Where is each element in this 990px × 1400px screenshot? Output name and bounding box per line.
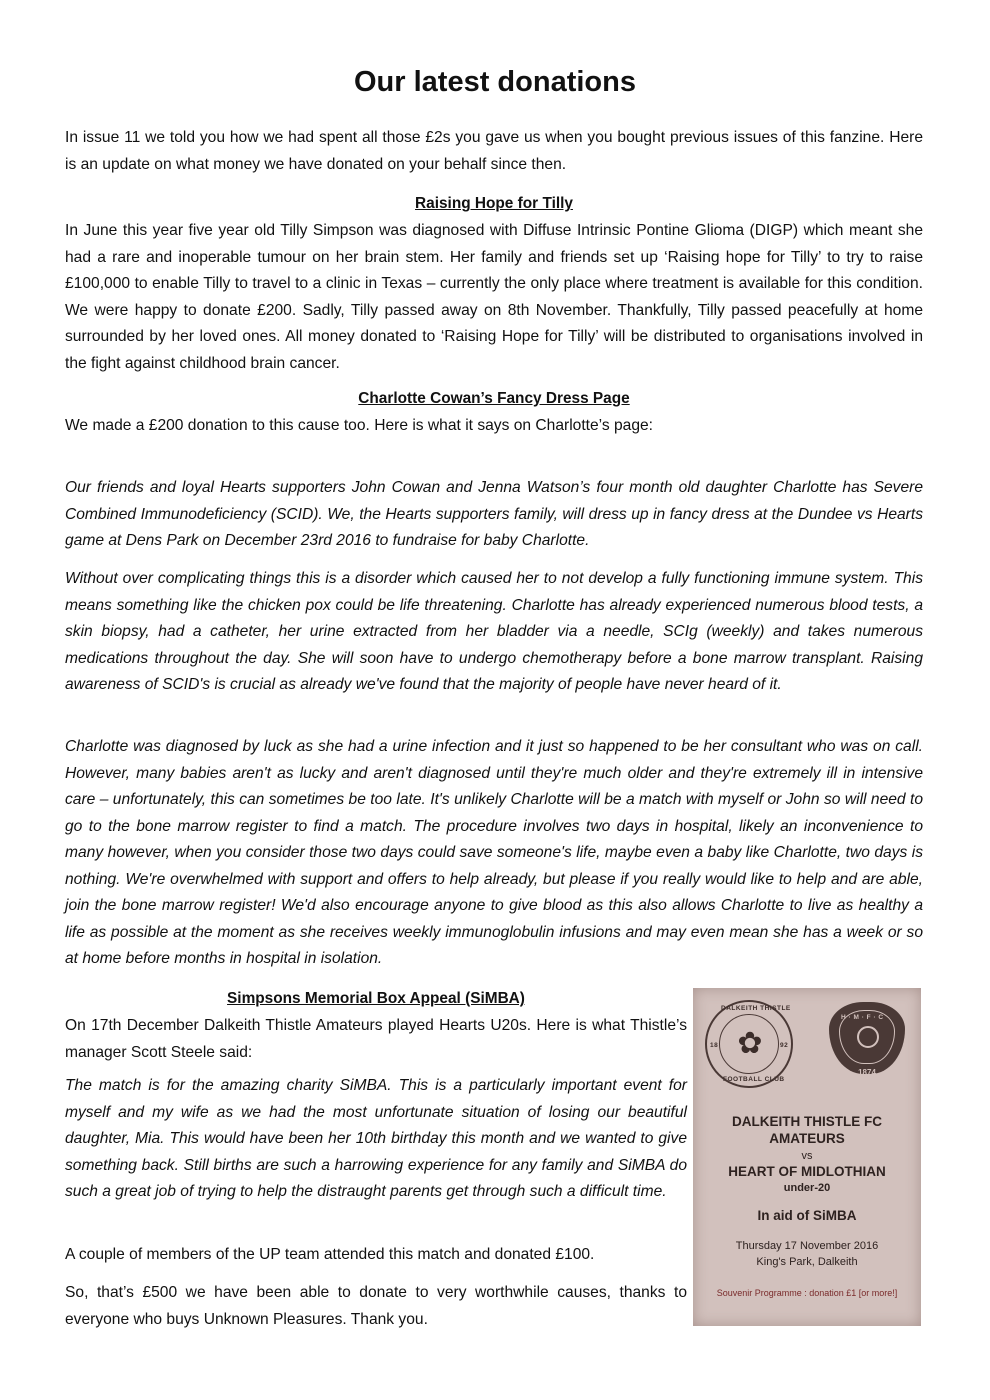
charlotte-quote-2 — [65, 566, 923, 699]
closing-paragraph — [65, 1280, 687, 1333]
programme-line: Thursday 17 November 2016 — [735, 1240, 879, 1252]
section-charlotte — [65, 387, 923, 440]
intro-paragraph — [65, 125, 923, 178]
quote-paragraph: Without over complicating things this is a disorder which caused her to not develop a fully functioning immune system. This means something like the chicken pox could be life threatening. Charlotte has already experienced numerous blood tests, a skin biopsy, had a catheter, her urine extracted from her bladder via a needle, SCIg (weekly) and takes numerous medications throughout the day. She will soon have to undergo chemotherapy before a bone marrow transplant. Raising awareness of SCID's is crucial as already we've found that the majority of people have never heard of it. — [65, 570, 923, 693]
section-heading-simba: Simpsons Memorial Box Appeal (SiMBA) — [227, 990, 525, 1007]
closing-text: So, that’s £500 we have been able to donate to very worthwhile causes, thanks to everyone who buys Unknown Pleasures. Thank you. — [65, 1284, 687, 1328]
programme-line: under-20 — [783, 1182, 831, 1194]
charlotte-quote-3 — [65, 734, 923, 973]
programme-line: In aid of SiMBA — [757, 1208, 857, 1223]
football-icon — [857, 1026, 879, 1048]
programme-line: AMATEURS — [769, 1131, 845, 1146]
dalkeith-thistle-crest-icon — [705, 1000, 793, 1088]
section-heading-charlotte: Charlotte Cowan’s Fancy Dress Page — [358, 390, 630, 407]
hearts-crest-icon — [825, 1002, 909, 1082]
programme-line: Souvenir Programme : donation £1 [or more!] — [716, 1288, 898, 1298]
section-tilly — [65, 192, 923, 377]
charlotte-quote-1 — [65, 475, 923, 555]
section-body-tilly: In June this year five year old Tilly Simpson was diagnosed with Diffuse Intrinsic Pontine Glioma (DIGP) which meant she had a rare and inoperable tumour on her brain stem. Her family and friends set up ‘Raising hope for Tilly’ to try to raise £100,000 to enable Tilly to travel to a clinic in Texas – currently the only place where treatment is available for this condition. We were happy to donate £200. Sadly, Tilly passed away on 8th November. Thankfully, Tilly passed peacefully at home surrounded by her loved ones. All money donated to ‘Raising Hope for Tilly’ will be distributed to organisations involved in the fight against childhood brain cancer. — [65, 222, 923, 372]
quote-paragraph: Charlotte was diagnosed by luck as she had a urine infection and it just so happened to be her consultant who was on call. However, many babies aren't as lucky and aren't diagnosed until they're much older and they're extremely ill in intensive care – unfortunately, this can sometimes be too late. It's unlikely Charlotte will be a match with myself or John so will need to go to the bone marrow register to find a match. The procedure involves two days in hospital, likely an inconvenience to many however, when you consider those two days could save someone's life, maybe even a baby like Charlotte, two days is nothing. We're overwhelmed with support and offers to help already, but please if you really would like to help and are able, join the bone marrow register! We'd also encourage anyone to give blood as this also allows Charlotte to live as healthy a life as possible at the moment as she receives weekly immunoglobulin infusions and may even mean she has a week or so at home before months in hospital in isolation. — [65, 738, 923, 967]
section-body-simba: On 17th December Dalkeith Thistle Amateurs played Hearts U20s. Here is what Thistle’s manager Scott Steele said: — [65, 1017, 687, 1061]
crest-year-right: 92 — [780, 1042, 789, 1049]
crest-ring-bottom-text: FOOTBALL CLUB — [723, 1076, 785, 1083]
simba-after-text: A couple of members of the UP team attended this match and donated £100. — [65, 1246, 595, 1263]
match-programme-photo — [693, 988, 921, 1326]
programme-line: DALKEITH THISTLE FC — [732, 1114, 882, 1129]
section-body-charlotte: We made a £200 donation to this cause too. Here is what it says on Charlotte’s page: — [65, 417, 654, 434]
simba-after — [65, 1242, 687, 1269]
crest-year-left: 18 — [710, 1042, 719, 1049]
programme-line: King's Park, Dalkeith — [756, 1256, 858, 1268]
programme-line: HEART OF MIDLOTHIAN — [728, 1164, 886, 1179]
quote-paragraph: The match is for the amazing charity SiMBA. This is a particularly important event for myself and my wife as we had the most unfortunate situation of losing our beautiful daughter, Mia. This would have been her 10th birthday this month and we wanted to give something back. Still births are such a harrowing experience for any family and SiMBA do such a great job of trying to help the distraught parents get through such a difficult time. — [65, 1077, 687, 1200]
page-title: Our latest donations — [354, 66, 636, 98]
quote-paragraph: Our friends and loyal Hearts supporters John Cowan and Jenna Watson’s four month old daughter Charlotte has Severe Combined Immunodeficiency (SCID). We, the Hearts supporters family, will dress up in fancy dress at the Dundee vs Hearts game at Dens Park on December 23rd 2016 to fundraise for baby Charlotte. — [65, 479, 923, 549]
simba-quote — [65, 1073, 687, 1206]
programme-line: vs — [801, 1150, 813, 1162]
section-heading-tilly: Raising Hope for Tilly — [415, 195, 573, 212]
section-simba — [65, 987, 687, 1066]
crest-ring-top-text: DALKEITH THISTLE — [721, 1005, 791, 1012]
crest-letters: H · M · F · C — [841, 1014, 884, 1021]
intro-text: In issue 11 we told you how we had spent all those £2s you gave us when you bought previous issues of this fanzine. Here is an update on what money we have donated on your behalf since then. — [65, 129, 923, 173]
thistle-icon: ✿ — [737, 1027, 763, 1060]
crest-year: 1874 — [858, 1068, 876, 1077]
